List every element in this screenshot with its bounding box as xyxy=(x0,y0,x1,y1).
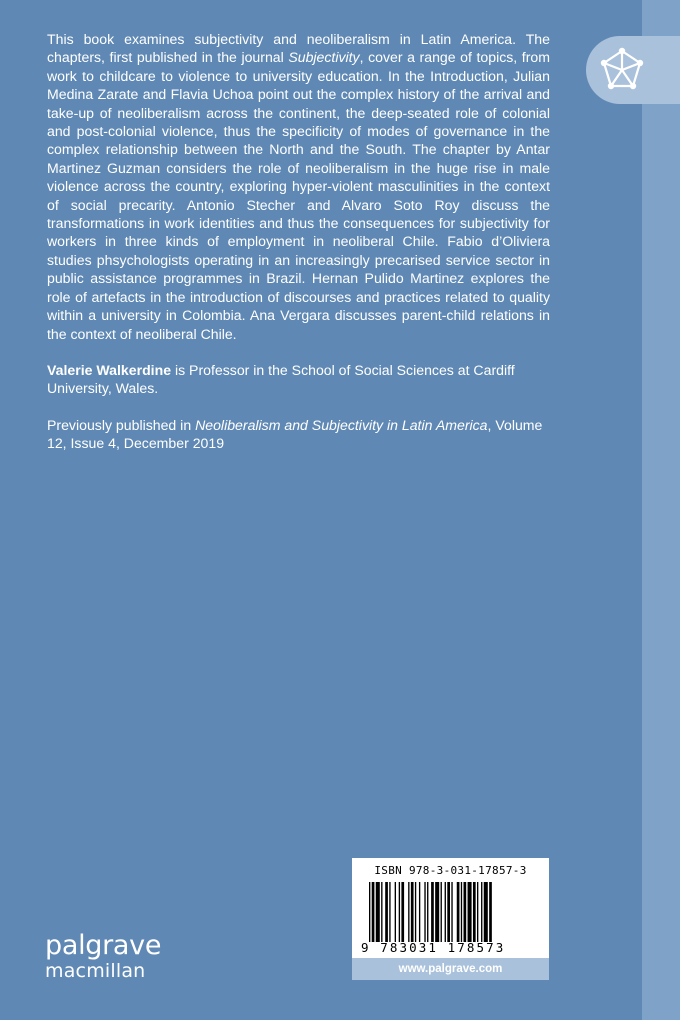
isbn-label: ISBN 978-3-031-17857-3 xyxy=(374,864,527,877)
publisher-name-line2: macmillan xyxy=(45,960,146,982)
author-name: Valerie Walkerdine xyxy=(47,361,172,378)
barcode-icon xyxy=(369,882,531,942)
spine-strip xyxy=(642,0,680,1020)
publisher-name-line1: palgrave xyxy=(45,930,162,961)
author-bio: Valerie Walkerdine is Professor in the School of Social Sciences at Cardiff University, Wales. xyxy=(47,361,515,397)
publisher-logo-tab xyxy=(586,36,680,104)
isbn-digits: 9 783031 178573 xyxy=(361,940,506,955)
back-cover-text xyxy=(47,30,550,471)
original-publication-title: Neoliberalism and Subjectivity in Latin America xyxy=(195,416,488,433)
publisher-website[interactable]: www.palgrave.com xyxy=(352,958,549,980)
previously-published-note: Previously published in Neoliberalism and Subjectivity in Latin America, Volume 12, Issue 4, December 2019 xyxy=(47,416,543,452)
isbn-barcode xyxy=(352,858,549,958)
journal-title: Subjectivity xyxy=(288,49,360,66)
palgrave-star-icon xyxy=(596,46,648,94)
publisher-wordmark xyxy=(45,932,161,982)
book-blurb: This book examines subjectivity and neoliberalism in Latin America. The chapters, first published in the journal Subjectivity, cover a range of topics, from work to childcare to violence to university education. In the Introduction, Julian Medina Zarate and Flavia Uchoa point out the complex history of the arrival and take-up of neoliberalism across the continent, the deep-seated role of colonial and post-colonial violence, thus the specificity of modes of governance in the complex relationship between the North and the South. The chapter by Antar Martinez Guzman considers the role of neoliberalism in the huge rise in male violence across the country, exploring hyper-violent masculinities in the context of social precarity. Antonio Stecher and Alvaro Soto Roy discuss the transformations in work identities and thus the consequences for subjectivity for workers in three kinds of employment in neoliberal Chile. Fabio d’Oliviera studies phsychologists operating in an increasingly precarised service sector in public assistance programmes in Brazil. Hernan Pulido Martinez explores the role of artefacts in the introduction of discourses and practices related to quality within a university in Colombia. Ana Vergara discusses parent-child relations in the context of neoliberal Chile. xyxy=(47,31,550,342)
